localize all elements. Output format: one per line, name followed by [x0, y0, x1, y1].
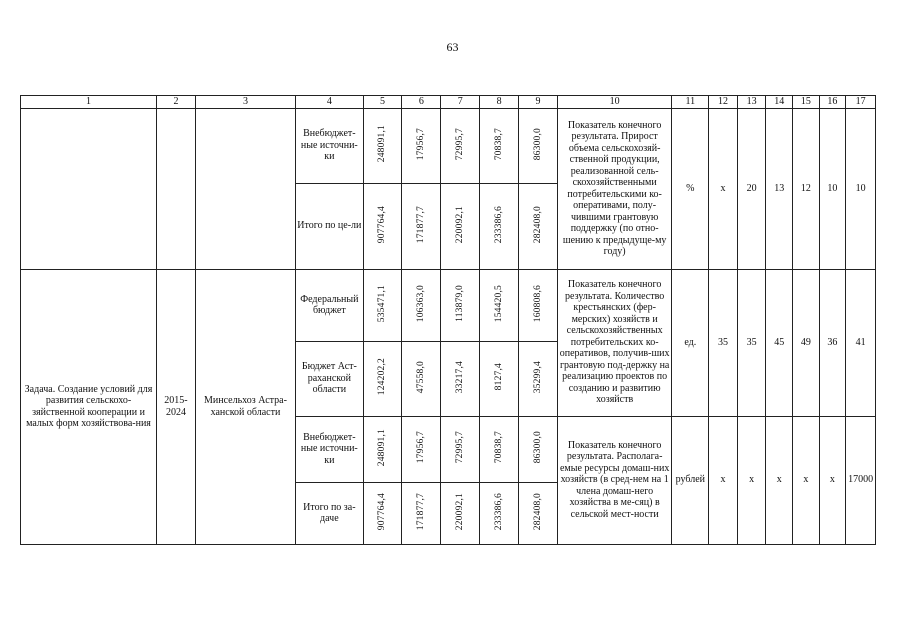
col-header: 5 [363, 96, 402, 109]
value-cell: 907764,4 [363, 183, 402, 269]
value-cell: 171877,7 [402, 482, 441, 544]
value-cell: 233386,6 [480, 482, 519, 544]
target-cell: 35 [737, 269, 766, 416]
value-cell: 86300,0 [519, 416, 558, 482]
target-cell: 17000 [846, 416, 876, 544]
value-cell: 113879,0 [441, 269, 480, 341]
empty-cell [157, 108, 196, 269]
value-cell: 106363,0 [402, 269, 441, 341]
empty-cell [195, 108, 295, 269]
value-cell: 220092,1 [441, 183, 480, 269]
value-cell: 35299,4 [519, 341, 558, 416]
value-cell: 282408,0 [519, 482, 558, 544]
indicator-text: Показатель конечного результата. Прирост объема сельскохозяй-ственной продукции, реализованной сель-скохозяйственными потребительскими ко-оперативами, полу-чившими грантовую поддержку (по отно-шению к предыдуще-му году) [557, 108, 672, 269]
funding-source: Федеральный бюджет [296, 269, 364, 341]
funding-source: Внебюджет-ные источни-ки [296, 416, 364, 482]
value-cell: 17956,7 [402, 416, 441, 482]
value-cell: 154420,5 [480, 269, 519, 341]
col-header: 4 [296, 96, 364, 109]
col-header: 7 [441, 96, 480, 109]
unit-cell: % [672, 108, 709, 269]
value-cell: 535471,1 [363, 269, 402, 341]
col-header: 14 [766, 96, 793, 109]
col-header: 6 [402, 96, 441, 109]
unit-cell: рублей [672, 416, 709, 544]
col-header: 2 [157, 96, 196, 109]
indicator-text: Показатель конечного результата. Располага-емые ресурсы домаш-них хозяйств (в сред-нем на 1 члена домаш-него хозяйства в ме-сяц) в сельской мест-ности [557, 416, 672, 544]
target-cell: 12 [793, 108, 820, 269]
col-header: 8 [480, 96, 519, 109]
value-cell: 907764,4 [363, 482, 402, 544]
col-header: 13 [737, 96, 766, 109]
task-period: 2015-2024 [157, 269, 196, 544]
value-cell: 220092,1 [441, 482, 480, 544]
unit-cell: ед. [672, 269, 709, 416]
target-cell: x [819, 416, 846, 544]
value-cell: 248091,1 [363, 108, 402, 183]
col-header: 3 [195, 96, 295, 109]
target-cell: 41 [846, 269, 876, 416]
target-cell: 49 [793, 269, 820, 416]
target-cell: 10 [846, 108, 876, 269]
value-cell: 72995,7 [441, 108, 480, 183]
page-number: 63 [446, 40, 459, 54]
header-row [21, 96, 876, 109]
funding-source: Внебюджет-ные источни-ки [296, 108, 364, 183]
value-cell: 124202,2 [363, 341, 402, 416]
value-cell: 248091,1 [363, 416, 402, 482]
value-cell: 33217,4 [441, 341, 480, 416]
target-cell: x [709, 416, 738, 544]
value-cell: 86300,0 [519, 108, 558, 183]
target-cell: x [766, 416, 793, 544]
value-cell: 8127,4 [480, 341, 519, 416]
task-executor: Минсельхоз Астра-ханской области [195, 269, 295, 544]
target-cell: x [737, 416, 766, 544]
col-header: 15 [793, 96, 820, 109]
col-header: 9 [519, 96, 558, 109]
value-cell: 282408,0 [519, 183, 558, 269]
empty-cell [21, 108, 157, 269]
table-row [21, 108, 876, 183]
value-cell: 171877,7 [402, 183, 441, 269]
target-cell: 13 [766, 108, 793, 269]
value-cell: 160808,6 [519, 269, 558, 341]
target-cell: 10 [819, 108, 846, 269]
col-header: 17 [846, 96, 876, 109]
target-cell: x [709, 108, 738, 269]
funding-source: Бюджет Аст-раханской области [296, 341, 364, 416]
col-header: 10 [557, 96, 672, 109]
value-cell: 17956,7 [402, 108, 441, 183]
target-cell: 45 [766, 269, 793, 416]
target-cell: x [793, 416, 820, 544]
value-cell: 72995,7 [441, 416, 480, 482]
task-name: Задача. Создание условий для развития сельскохо-зяйственной кооперации и малых форм хозяйствова-ния [21, 269, 157, 544]
value-cell: 233386,6 [480, 183, 519, 269]
col-header: 11 [672, 96, 709, 109]
value-cell: 70838,7 [480, 416, 519, 482]
program-table [20, 95, 876, 545]
col-header: 1 [21, 96, 157, 109]
value-cell: 70838,7 [480, 108, 519, 183]
value-cell: 47558,0 [402, 341, 441, 416]
target-cell: 20 [737, 108, 766, 269]
table-row [21, 269, 876, 341]
col-header: 16 [819, 96, 846, 109]
funding-source: Итого по це-ли [296, 183, 364, 269]
indicator-text: Показатель конечного результата. Количество крестьянских (фер-мерских) хозяйств и сельскохозяйственных потребительских ко-оперативов, получив-ших грантовую под-держку на реализацию проектов по созданию и развитию хозяйств [557, 269, 672, 416]
target-cell: 35 [709, 269, 738, 416]
col-header: 12 [709, 96, 738, 109]
funding-source: Итого по за-даче [296, 482, 364, 544]
target-cell: 36 [819, 269, 846, 416]
